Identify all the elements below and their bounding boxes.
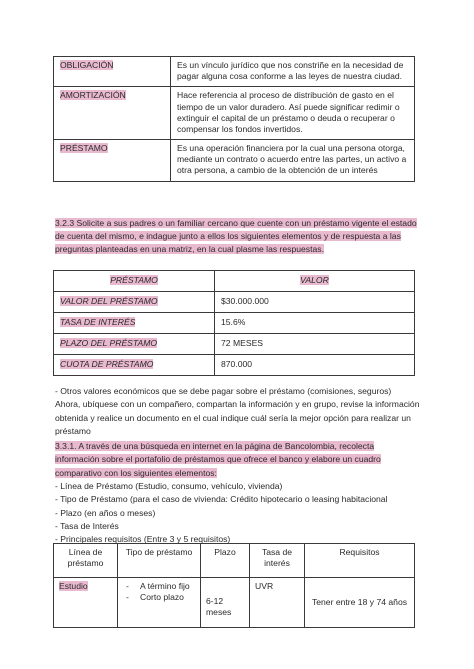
element-item: - Plazo (en años o meses): [55, 507, 156, 518]
definition-row: [54, 140, 415, 182]
instruction-3-2-3: 3.2.3 Solicite a sus padres o un familiar cercano que cuente con un préstamo vigente el estado de cuenta del mismo, e indague junto a ellos los siguientes elementos y de respuesta a las preguntas planteadas en una matriz, en la cual plasme las respuestas.: [55, 218, 417, 254]
tipo-item: - A término fijo: [123, 581, 195, 592]
header-plazo: Plazo: [201, 544, 250, 578]
element-item: - Línea de Préstamo (Estudio, consumo, vehículo, vivienda): [55, 480, 283, 491]
instruction-3-3-1: 3.3.1. A través de una búsqueda en internet en la página de Bancolombia, recolecta información sobre el portafolio de préstamos que ofrece el banco y elabore un cuadro comparativo con los siguientes elementos:: [55, 441, 381, 478]
loan-row-value: $30.000.000: [215, 292, 415, 313]
loan-row: [54, 292, 415, 313]
comparison-row: [54, 578, 415, 628]
loan-row-value: 15.6%: [215, 313, 415, 334]
header-tipo: Tipo de préstamo: [118, 544, 201, 578]
other-values-paragraph: [55, 385, 420, 438]
comparison-table: [53, 543, 415, 628]
header-valor: VALOR: [215, 271, 415, 292]
definition-text: Es una operación financiera por la cual una persona otorga, mediante un contrato o acuerdo entre las partes, un activo a otra persona, a cambio de la obtención de un interés: [171, 140, 415, 182]
definition-text: Es un vínculo jurídico que nos constriñe en la necesidad de pagar alguna cosa conforme a las leyes de nuestra ciudad.: [171, 57, 415, 87]
loan-row-value: 870.000: [215, 355, 415, 376]
loan-row-label: TASA DE INTERÉS: [54, 313, 215, 334]
cell-requisitos: Tener entre 18 y 74 años: [305, 578, 415, 628]
header-requisitos: Requisitos: [305, 544, 415, 578]
cell-linea: Estudio: [54, 578, 118, 628]
cell-plazo: 6-12 meses: [201, 578, 250, 628]
cell-tasa: UVR: [250, 578, 305, 628]
loan-row: [54, 355, 415, 376]
definition-term: AMORTIZACIÓN: [54, 87, 171, 140]
element-item: - Principales requisitos (Entre 3 y 5 requisitos): [55, 534, 231, 545]
loan-values-table: [53, 270, 415, 376]
definition-term: PRÉSTAMO: [54, 140, 171, 182]
header-linea: Línea de préstamo: [54, 544, 118, 578]
loan-row: [54, 313, 415, 334]
element-item: - Tasa de Interés: [55, 520, 119, 531]
loan-row-label: CUOTA DE PRÉSTAMO: [54, 355, 215, 376]
loan-row-label: VALOR DEL PRÉSTAMO: [54, 292, 215, 313]
header-tasa: Tasa de interés: [250, 544, 305, 578]
loan-row: [54, 334, 415, 355]
tipo-item: - Corto plazo: [123, 592, 195, 603]
definition-term: OBLIGACIÓN: [54, 57, 171, 87]
definition-text: Hace referencia al proceso de distribución de gasto en el tiempo de un valor duradero. Así puede significar redimir o extinguir el capital de un préstamo o deuda o recuperar o compensar los fondos invertidos.: [171, 87, 415, 140]
other-values-line: - Otros valores económicos que se debe pagar sobre el préstamo (comisiones, seguros): [55, 386, 392, 396]
cell-tipo: [118, 578, 201, 628]
instruction-3-3-1-block: [55, 440, 420, 547]
comparison-header-row: [54, 544, 415, 578]
group-instruction: Ahora, ubíquese con un compañero, compartan la información y en grupo, revise la información obtenida y realice un documento en el cual indique cuál sería la mejor opción para realizar un préstamo: [55, 399, 420, 436]
tipo-list: [123, 581, 195, 603]
loan-table-header: [54, 271, 415, 292]
definition-row: [54, 57, 415, 87]
header-prestamo: PRÉSTAMO: [54, 271, 215, 292]
element-item: - Tipo de Préstamo (para el caso de vivienda: Crédito hipotecario o leasing habitacional: [55, 494, 388, 505]
definition-row: [54, 87, 415, 140]
definitions-table: [53, 56, 415, 182]
loan-row-value: 72 MESES: [215, 334, 415, 355]
loan-row-label: PLAZO DEL PRÉSTAMO: [54, 334, 215, 355]
